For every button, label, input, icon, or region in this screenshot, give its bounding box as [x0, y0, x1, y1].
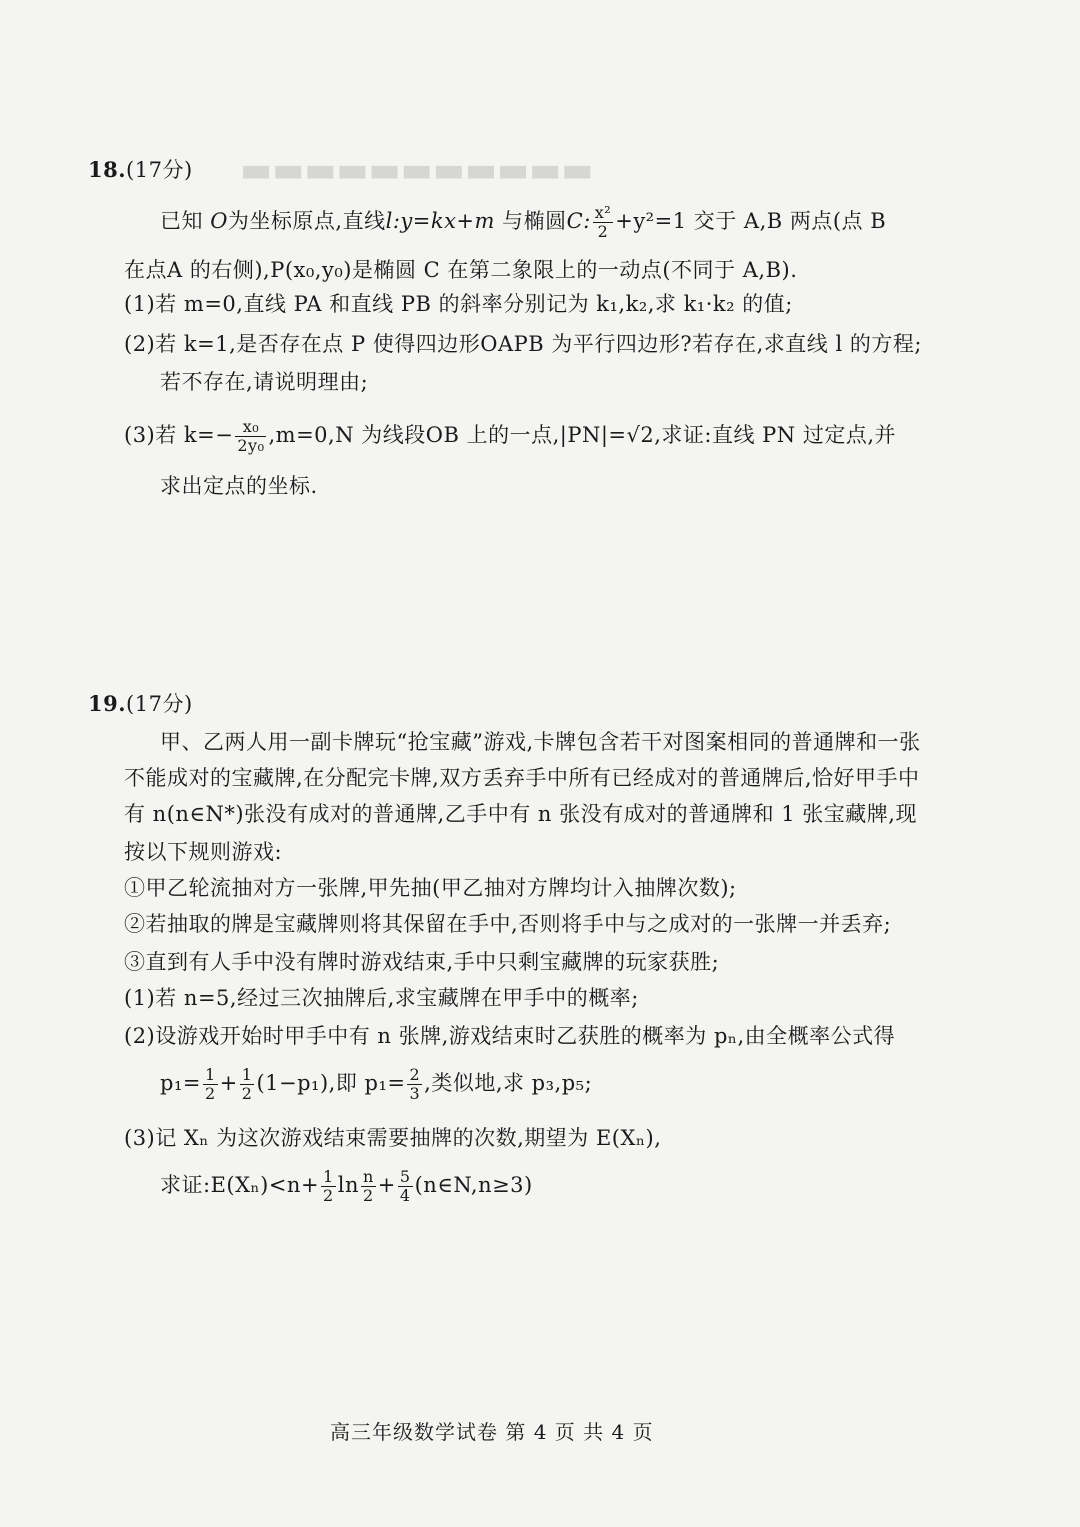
- fraction-denominator: 3: [409, 1084, 421, 1103]
- q19-text: ,类似地,求 p₃,p₅;: [424, 1071, 593, 1095]
- fraction: [398, 1168, 413, 1205]
- q19-stem-line2: 不能成对的宝藏牌,在分配完卡牌,双方丢弃手中所有已经成对的普通牌后,恰好甲手中: [124, 766, 920, 790]
- q19-part2-line1: (2)设游戏开始时甲手中有 n 张牌,游戏结束时乙获胜的概率为 pₙ,由全概率公式得: [124, 1024, 896, 1048]
- fraction: [321, 1168, 336, 1205]
- q18-part2-line2: 若不存在,请说明理由;: [160, 370, 369, 394]
- q19-rule3: ③直到有人手中没有牌时游戏结束,手中只剩宝藏牌的玩家获胜;: [124, 950, 720, 974]
- q19-rule2: ②若抽取的牌是宝藏牌则将其保留在手中,否则将手中与之成对的一张牌一并丢弃;: [124, 912, 892, 936]
- fraction: [361, 1168, 376, 1205]
- q18-text: ,m=0,N 为线段OB 上的一点,|PN|=√2,求证:直线 PN 过定点,并: [268, 423, 897, 447]
- fraction-numerator: x²: [594, 203, 612, 222]
- q18-part3-line2: 求出定点的坐标.: [160, 474, 318, 498]
- q18-text: +y²=1 交于 A,B 两点(点 B: [615, 209, 887, 233]
- fraction-numerator: n: [362, 1167, 374, 1186]
- q18-stem-line1: [160, 204, 886, 241]
- q18-text: O: [210, 209, 228, 233]
- fraction-denominator: 2: [323, 1186, 334, 1205]
- q18-part2-line1: (2)若 k=1,是否存在点 P 使得四边形OAPB 为平行四边形?若存在,求直线 l 的方程;: [124, 332, 922, 356]
- q19-text: ln: [337, 1173, 359, 1197]
- fraction-denominator: 2: [241, 1084, 253, 1103]
- q19-text: +: [219, 1071, 238, 1095]
- fraction-denominator: 2y₀: [237, 436, 265, 455]
- q19-text: +: [377, 1173, 396, 1197]
- fraction-numerator: 2: [409, 1065, 421, 1084]
- q18-text: l: [385, 209, 393, 233]
- q19-rule1: ①甲乙轮流抽对方一张牌,甲先抽(甲乙抽对方牌均计入抽牌次数);: [124, 876, 737, 900]
- q18-text: 已知: [160, 209, 203, 233]
- fraction-numerator: 5: [399, 1167, 411, 1186]
- q18-text: (3)若 k=−: [124, 423, 234, 447]
- q18-part3-line1: [124, 418, 896, 455]
- q18-stem-line2: 在点A 的右侧),P(x₀,y₀)是椭圆 C 在第二象限上的一动点(不同于 A,B).: [124, 258, 798, 282]
- fraction-numerator: 1: [241, 1065, 253, 1084]
- q18-text: 为坐标原点,直线: [227, 209, 386, 233]
- fraction-numerator: x₀: [235, 418, 266, 437]
- q19-text: p₁=: [160, 1071, 201, 1095]
- fraction: [407, 1066, 422, 1103]
- q19-stem-line4: 按以下规则游戏:: [124, 840, 283, 864]
- fraction: [203, 1066, 218, 1103]
- q19-part3-line1: (3)记 Xₙ 为这次游戏结束需要抽牌的次数,期望为 E(Xₙ),: [124, 1126, 662, 1150]
- q19-text: (1−p₁),即 p₁=: [256, 1071, 406, 1095]
- q19-stem-line1: 甲、乙两人用一副卡牌玩“抢宝藏”游戏,卡牌包含若干对图案相同的普通牌和一张: [160, 730, 921, 754]
- fraction-denominator: 2: [204, 1084, 216, 1103]
- q19-stem-line3: 有 n(n∈N*)张没有成对的普通牌,乙手中有 n 张没有成对的普通牌和 1 张宝藏牌,现: [124, 802, 917, 826]
- q18-points: (17分): [126, 158, 193, 182]
- fraction: [235, 418, 266, 455]
- page-footer: 高三年级数学试卷 第 4 页 共 4 页: [330, 1420, 654, 1444]
- q19-text: 求证:E(Xₙ)<n+: [160, 1173, 320, 1197]
- q18-header: [88, 156, 193, 184]
- fraction-denominator: 2: [597, 222, 609, 241]
- q18-text: :y=kx+m: [392, 209, 495, 233]
- q18-text: C:: [566, 209, 591, 233]
- fraction: [240, 1066, 255, 1103]
- q19-number: 19.: [88, 691, 127, 716]
- bleed-through: ▬▬▬▬▬▬▬▬▬▬▬: [240, 150, 594, 190]
- q19-part2-line2: [160, 1066, 592, 1103]
- fraction-denominator: 2: [363, 1186, 374, 1205]
- q19-part1: (1)若 n=5,经过三次抽牌后,求宝藏牌在甲手中的概率;: [124, 986, 639, 1010]
- fraction: [593, 204, 613, 241]
- q19-text: (n∈N,n≥3): [414, 1173, 533, 1197]
- q19-part3-line2: [160, 1168, 533, 1205]
- q19-points: (17分): [126, 692, 193, 716]
- q18-text: 与椭圆: [502, 209, 567, 233]
- q19-header: [88, 690, 193, 718]
- q18-part1: (1)若 m=0,直线 PA 和直线 PB 的斜率分别记为 k₁,k₂,求 k₁·k₂ 的值;: [124, 292, 793, 316]
- fraction-denominator: 4: [399, 1186, 411, 1205]
- q18-number: 18.: [88, 157, 127, 182]
- fraction-numerator: 1: [204, 1065, 216, 1084]
- fraction-numerator: 1: [323, 1167, 334, 1186]
